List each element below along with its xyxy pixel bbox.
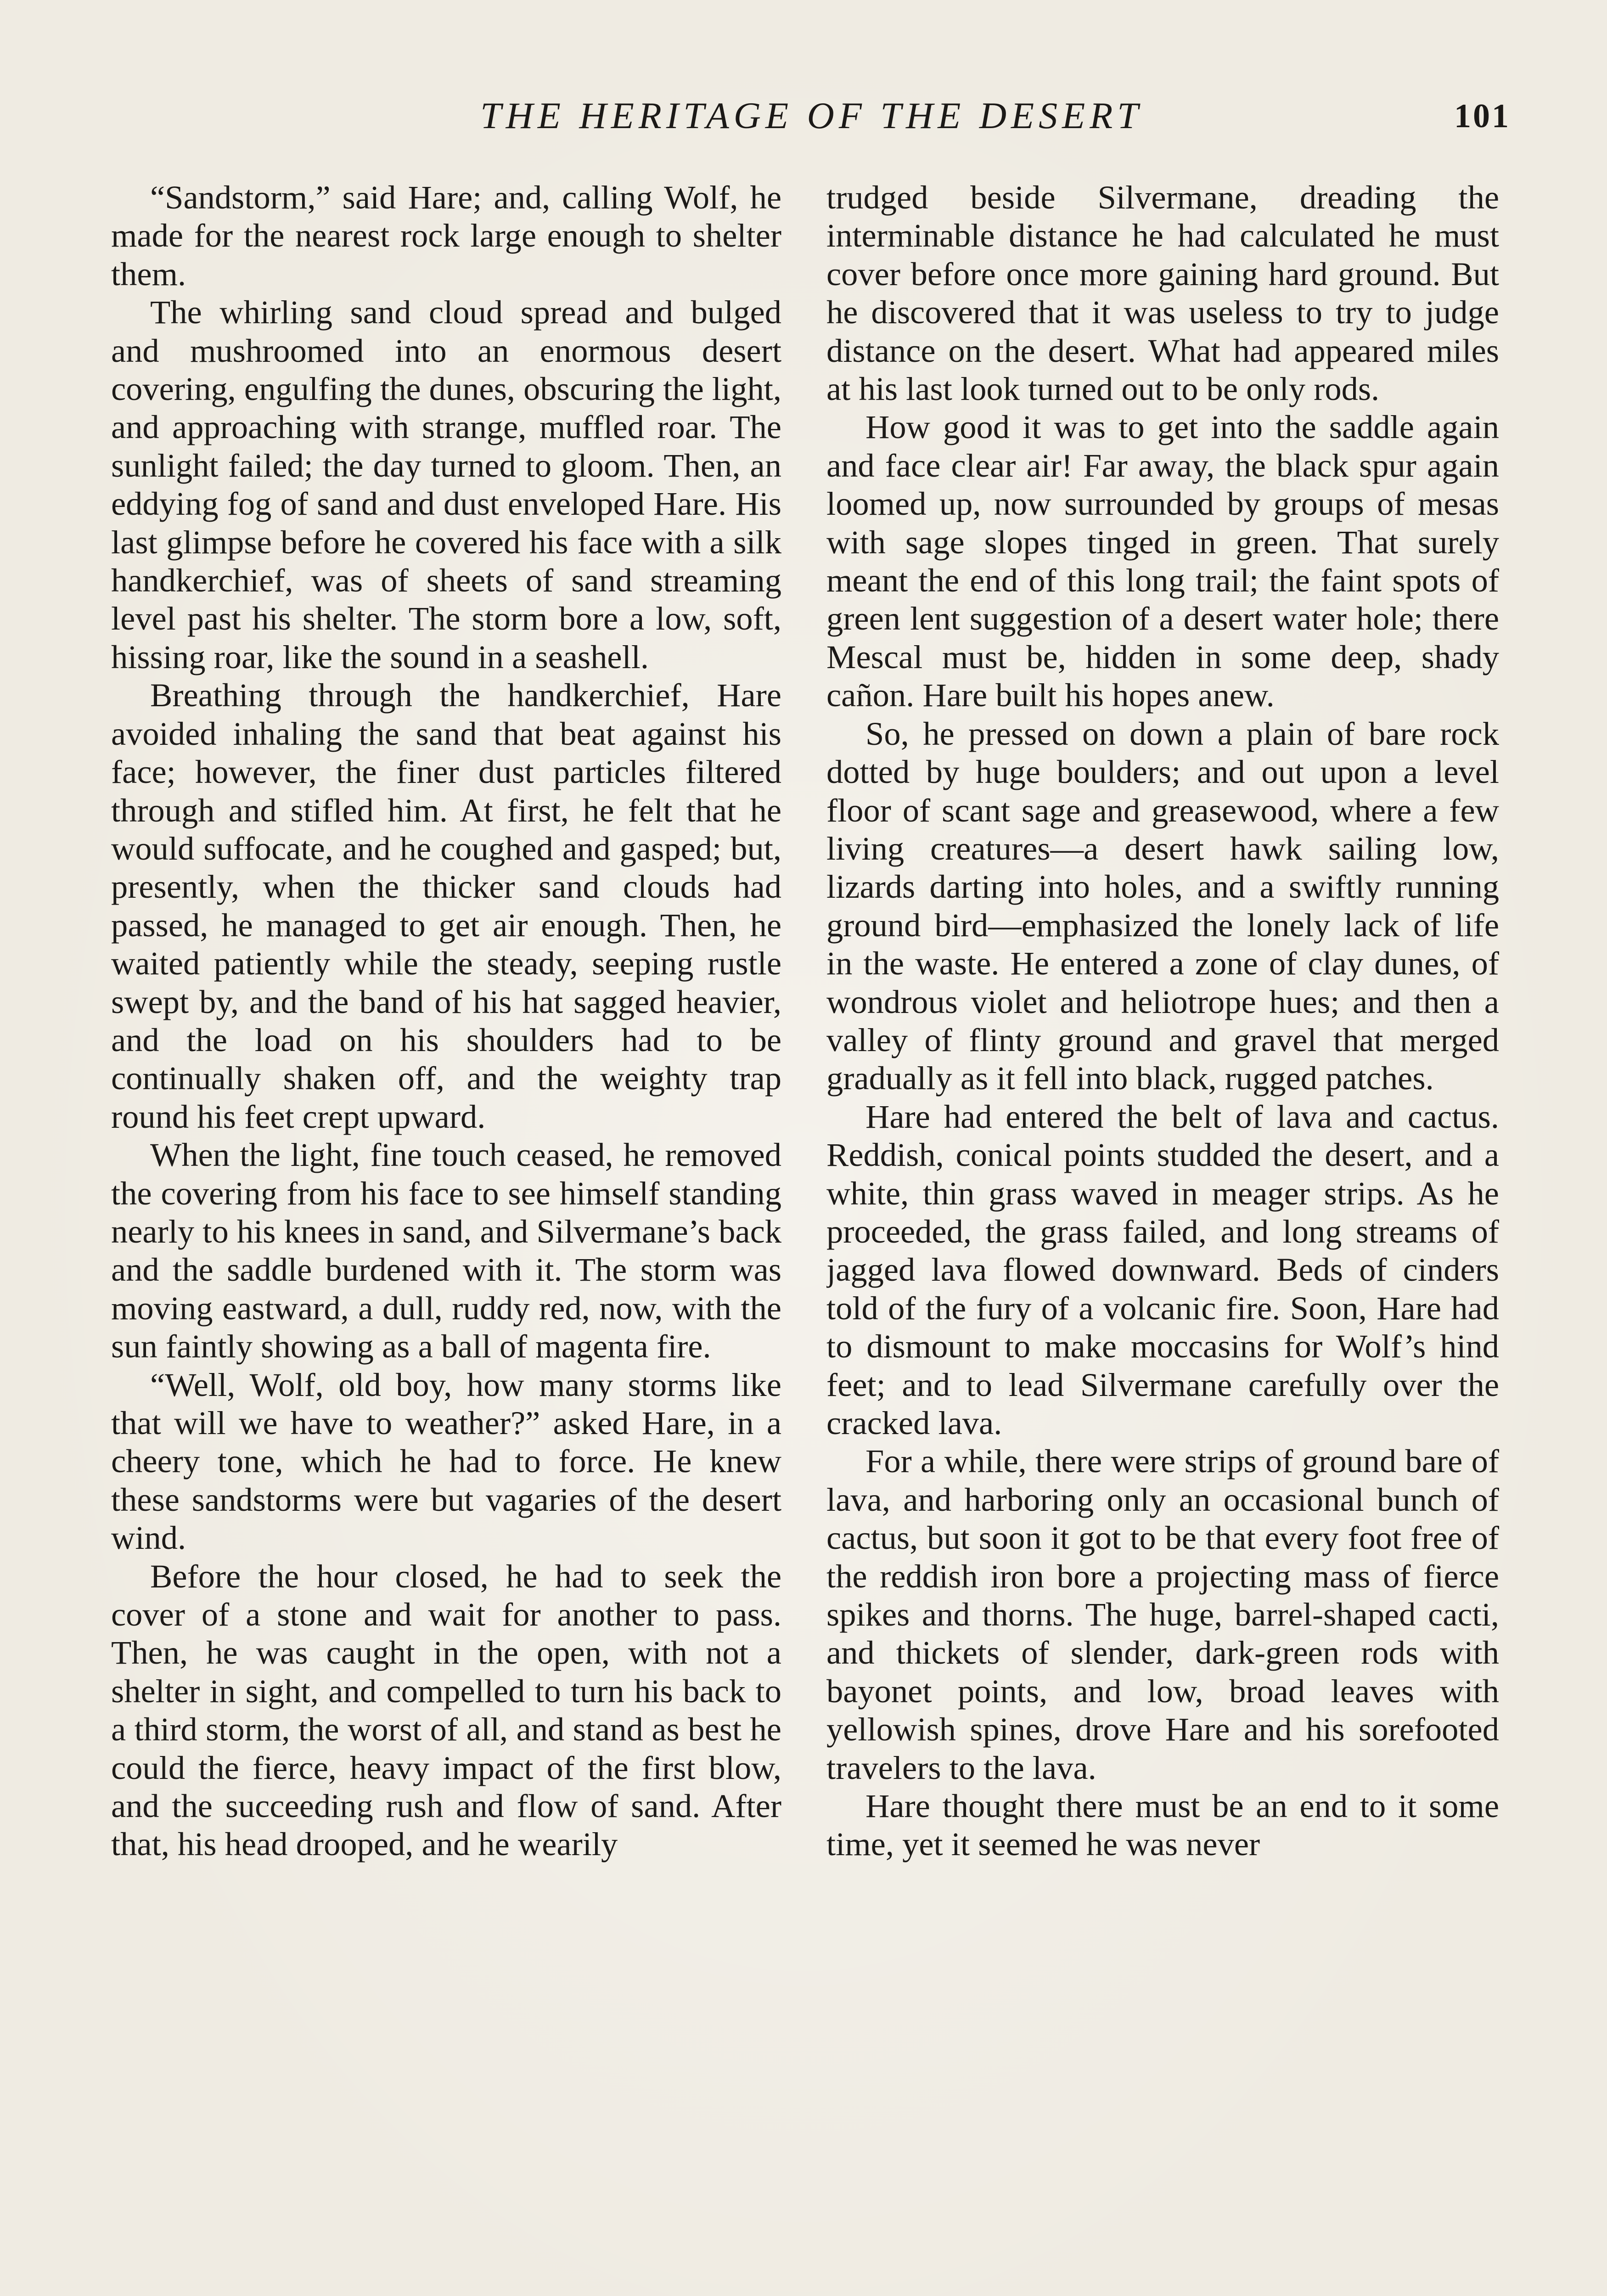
paragraph: Hare had entered the belt of lava and cactus. Reddish, conical points studded the desert, and a white, thin grass waved in meager strips. As he proceeded, the grass failed, and long streams of jagged lava flowed downward. Beds of cinders told of the fury of a volcanic fire. Soon, Hare had to dismount to make moccasins for Wolf’s hind feet; and to lead Silvermane carefully over the cracked lava.	[826, 1097, 1499, 1441]
paragraph: Hare thought there must be an end to it some time, yet it seemed he was never	[826, 1787, 1499, 1863]
paragraph: When the light, fine touch ceased, he removed the covering from his face to see himself standing nearly to his knees in sand, and Silvermane’s back and the saddle burdened with it. The storm was moving eastward, a dull, ruddy red, now, with the sun faintly showing as a ball of magenta fire.	[111, 1136, 781, 1365]
text-column-left	[111, 178, 781, 2296]
paragraph: For a while, there were strips of ground bare of lava, and harboring only an occasional bunch of cactus, but soon it got to be that every foot free of the reddish iron bore a projecting mass of fierce spikes and thorns. The huge, barrel-shaped cacti, and thickets of slender, dark-green rods with bayonet points, and low, broad leaves with yellowish spines, drove Hare and his sorefooted travelers to the lava.	[826, 1442, 1499, 1786]
paragraph: How good it was to get into the saddle again and face clear air! Far away, the black spur again loomed up, now surrounded by groups of mesas with sage slopes tinged in green. That surely meant the end of this long trail; the faint spots of green lent suggestion of a desert water hole; there Mescal must be, hidden in some deep, shady cañon. Hare built his hopes anew.	[826, 408, 1499, 714]
page-header	[112, 94, 1511, 149]
text-column-right	[826, 178, 1499, 2296]
page-number: 101	[1454, 97, 1511, 135]
running-title: THE HERITAGE OF THE DESERT	[480, 95, 1143, 136]
paragraph: So, he pressed on down a plain of bare rock dotted by huge boulders; and out upon a level floor of scant sage and greasewood, where a few living creatures—a desert hawk sailing low, lizards darting into holes, and a swiftly running ground bird—emphasized the lonely lack of life in the waste. He entered a zone of clay dunes, of wondrous violet and heliotrope hues; and then a valley of flinty ground and gravel that merged gradually as it fell into black, rugged patches.	[826, 715, 1499, 1097]
paragraph: The whirling sand cloud spread and bulged and mushroomed into an enormous desert covering, engulfing the dunes, obscuring the light, and approaching with strange, muffled roar. The sunlight failed; the day turned to gloom. Then, an eddying fog of sand and dust enveloped Hare. His last glimpse before he covered his face with a silk handkerchief, was of sheets of sand streaming level past his shelter. The storm bore a low, soft, hissing roar, like the sound in a seashell.	[111, 293, 781, 675]
paragraph: “Sandstorm,” said Hare; and, calling Wolf, he made for the nearest rock large enough to shelter them.	[111, 179, 781, 293]
paragraph-continuation: trudged beside Silvermane, dreading the interminable distance he had calculated he must cover before once more gaining hard ground. But he discovered that it was useless to try to judge distance on the desert. What had appeared miles at his last look turned out to be only rods.	[826, 179, 1499, 408]
paragraph: Breathing through the handkerchief, Hare avoided inhaling the sand that beat against his face; however, the finer dust particles filtered through and stifled him. At first, he felt that he would suffocate, and he coughed and gasped; but, presently, when the thicker sand clouds had passed, he managed to get air enough. Then, he waited patiently while the steady, seeping rustle swept by, and the band of his hat sagged heavier, and the load on his shoulders had to be continually shaken off, and the weighty trap round his feet crept upward.	[111, 676, 781, 1135]
paragraph: “Well, Wolf, old boy, how many storms like that will we have to weather?” asked Hare, in a cheery tone, which he had to force. He knew these sandstorms were but vagaries of the desert wind.	[111, 1366, 781, 1557]
paragraph: Before the hour closed, he had to seek the cover of a stone and wait for another to pass. Then, he was caught in the open, with not a shelter in sight, and compelled to turn his back to a third storm, the worst of all, and stand as best he could the fierce, heavy impact of the first blow, and the succeeding rush and flow of sand. After that, his head drooped, and he wearily	[111, 1557, 781, 1863]
